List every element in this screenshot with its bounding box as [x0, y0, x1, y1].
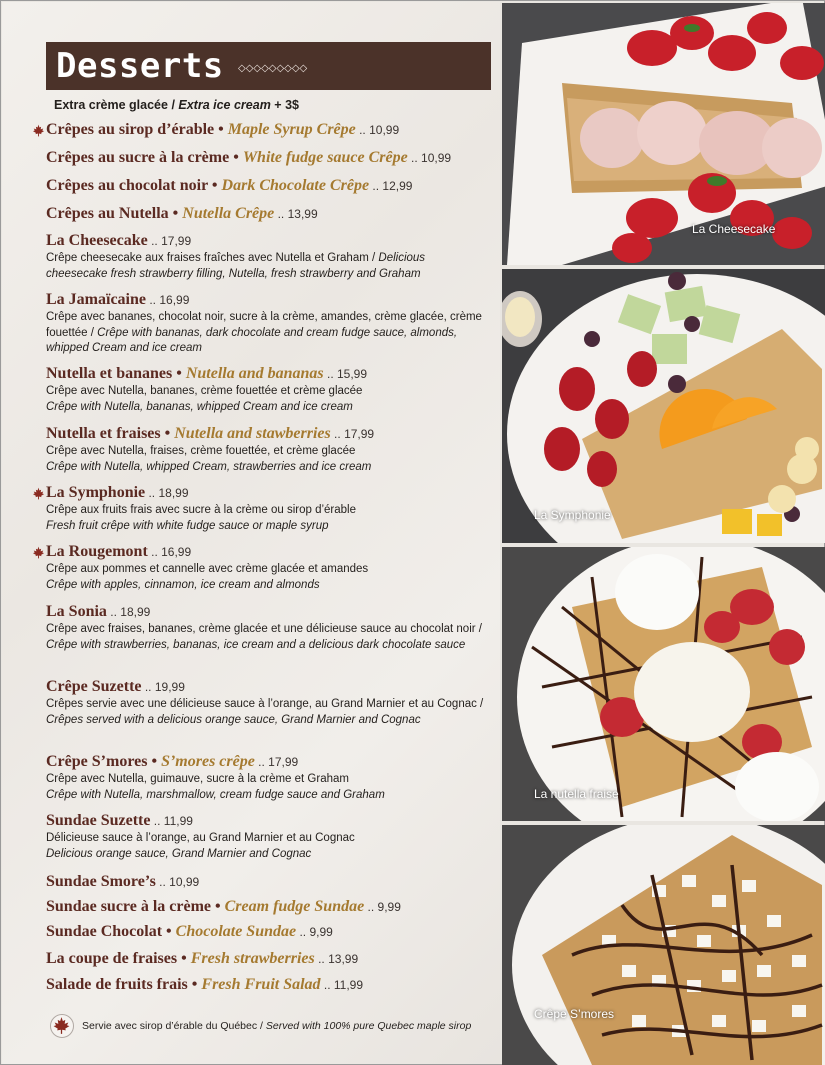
menu-item-title: La Cheesecake .. 17,99 — [46, 232, 192, 249]
item-price: 17,99 — [161, 234, 192, 248]
item-name-en: Nutella Crêpe — [182, 205, 275, 222]
description-fr: Crêpe cheesecake aux fraises fraîches avec Nutella et Graham / — [46, 252, 379, 264]
description-fr: Crêpe aux pommes et cannelle avec crème glacée et amandes — [46, 563, 369, 575]
menu-item — [46, 975, 486, 995]
description-fr: Délicieuse sauce à l’orange, au Grand Marnier et au Cognac — [46, 832, 355, 844]
photo-nutella-fraise — [502, 547, 825, 821]
maple-leaf-icon — [32, 546, 45, 559]
item-price: 15,99 — [337, 367, 368, 381]
description-en: Fresh fruit crêpe with white fudge sauce or maple syrup — [46, 519, 329, 532]
description-fr: Crêpe aux fruits frais avec sucre à la crème ou sirop d’érable — [46, 504, 357, 516]
description-fr: Crêpe avec bananes, chocolat noir, sucre à la crème, amandes, crème glacée, crème fouettée / — [46, 311, 482, 339]
menu-item — [46, 949, 486, 969]
description-fr: Crêpe avec Nutella, fraises, crème fouettée, et crème glacée — [46, 445, 356, 457]
photo-smores — [502, 825, 825, 1065]
item-description — [46, 310, 486, 357]
menu-item — [46, 231, 486, 282]
item-name-fr: Crêpes au chocolat noir — [46, 177, 208, 194]
menu-item — [46, 602, 486, 653]
menu-item-title: Nutella et fraises • Nutella and stawberries .. 17,99 — [46, 425, 375, 442]
item-name-fr: Nutella et fraises — [46, 425, 161, 442]
menu-item-title: Crêpes au sucre à la crème • White fudge sauce Crêpe .. 10,99 — [46, 149, 452, 166]
menu-item — [46, 872, 486, 892]
item-name-fr: La Symphonie — [46, 484, 146, 501]
menu-item — [46, 120, 486, 140]
photo-cheesecake — [502, 3, 825, 265]
menu-item-title: Crêpes au sirop d’érable • Maple Syrup Crêpe .. 10,99 — [46, 121, 400, 138]
photo-caption: La Symphonie — [534, 508, 611, 522]
item-name-fr: Crêpe Suzette — [46, 678, 142, 695]
item-price: 18,99 — [158, 486, 189, 500]
item-price: 10,99 — [369, 123, 400, 137]
smores-image — [502, 825, 825, 1065]
description-en: Crêpes served with a delicious orange sauce, Grand Marnier and Cognac — [46, 713, 421, 726]
item-price: 11,99 — [333, 978, 364, 992]
maple-seal-icon — [50, 1014, 74, 1038]
menu-item-title: Salade de fruits frais • Fresh Fruit Salad .. 11,99 — [46, 976, 364, 993]
maple-leaf-icon — [32, 124, 45, 137]
description-en: Crêpe with Nutella, whipped Cream, strawberries and ice cream — [46, 460, 372, 473]
item-name-en: Fresh strawberries — [190, 950, 315, 967]
photo-caption: La nutella fraise — [534, 787, 619, 801]
menu-item-title: Crêpe Suzette .. 19,99 — [46, 678, 185, 695]
item-name-en: Nutella and bananas — [185, 365, 324, 382]
item-price: 13,99 — [328, 952, 359, 966]
item-name-fr: Crêpes au sucre à la crème — [46, 149, 230, 166]
description-en: Crêpe with Nutella, marshmallow, cream fudge sauce and Graham — [46, 788, 385, 801]
section-header — [46, 42, 491, 90]
menu-item-title: La Jamaïcaine .. 16,99 — [46, 291, 190, 308]
menu-item — [46, 677, 486, 728]
item-name-en: Maple Syrup Crêpe — [227, 121, 356, 138]
menu-item — [46, 290, 486, 357]
item-name-fr: Crêpe S’mores — [46, 753, 148, 770]
menu-item — [46, 204, 486, 224]
menu-item-title: Sundae Chocolat • Chocolate Sundae .. 9,99 — [46, 923, 333, 940]
menu-item — [46, 752, 486, 803]
nutella-fraise-image — [502, 547, 825, 821]
description-en: Crêpe with apples, cinnamon, ice cream and almonds — [46, 578, 320, 591]
menu-item — [46, 897, 486, 917]
item-price: 16,99 — [159, 293, 190, 307]
item-price: 11,99 — [163, 814, 193, 828]
menu-item-title: La Symphonie .. 18,99 — [46, 484, 189, 501]
item-name-fr: La Cheesecake — [46, 232, 148, 249]
item-price: 9,99 — [377, 900, 401, 914]
item-name-fr: Crêpes au sirop d’érable — [46, 121, 215, 138]
item-name-en: White fudge sauce Crêpe — [242, 149, 408, 166]
item-description — [46, 562, 486, 593]
item-name-en: Fresh Fruit Salad — [201, 976, 321, 993]
item-price: 19,99 — [154, 680, 185, 694]
item-name-fr: Sundae Chocolat — [46, 923, 163, 940]
menu-item-title: Nutella et bananes • Nutella and bananas .. 15,99 — [46, 365, 368, 382]
description-en: Crêpe with strawberries, bananas, ice cream and a delicious dark chocolate sauce — [46, 638, 466, 651]
menu-item-title: Sundae sucre à la crème • Cream fudge Sundae .. 9,99 — [46, 898, 401, 915]
menu-item — [46, 922, 486, 942]
description-fr: Crêpe avec Nutella, guimauve, sucre à la crème et Graham — [46, 773, 349, 785]
description-en: Delicious cheesecake fresh strawberry filling, Nutella, fresh strawberry and Graham — [46, 252, 426, 280]
menu-item-title: La coupe de fraises • Fresh strawberries .. 13,99 — [46, 950, 359, 967]
item-price: 17,99 — [344, 427, 375, 441]
item-price: 16,99 — [161, 545, 192, 559]
menu-item-title: Crêpe S’mores • S’mores crêpe .. 17,99 — [46, 753, 299, 770]
menu-item-title: Sundae Smore’s .. 10,99 — [46, 873, 200, 890]
photo-caption: La Cheesecake — [692, 222, 776, 236]
item-price: 12,99 — [382, 179, 413, 193]
item-name-fr: Salade de fruits frais — [46, 976, 188, 993]
menu-item-title: Crêpes au Nutella • Nutella Crêpe .. 13,99 — [46, 205, 318, 222]
item-description — [46, 503, 486, 534]
item-price: 10,99 — [169, 875, 200, 889]
item-price: 13,99 — [287, 207, 318, 221]
menu-item-title: Crêpes au chocolat noir • Dark Chocolate Crêpe .. 12,99 — [46, 177, 413, 194]
extra-ice-cream-note: Extra crème glacée / Extra ice cream + 3$ — [54, 98, 299, 112]
menu-item — [46, 176, 486, 196]
menu-item — [46, 811, 486, 862]
ornament-diamonds: ◇◇◇◇◇◇◇◇◇ — [238, 63, 308, 74]
menu-text-panel — [2, 2, 500, 1064]
description-en: Delicious orange sauce, Grand Marnier and Cognac — [46, 847, 312, 860]
item-name-fr: Sundae sucre à la crème — [46, 898, 212, 915]
menu-item-title: La Sonia .. 18,99 — [46, 603, 151, 620]
description-en: Crêpe with bananas, dark chocolate and cream fudge sauce, almonds, whipped Cream and ice cream — [46, 326, 458, 354]
maple-leaf-icon — [32, 487, 45, 500]
item-name-en: Chocolate Sundae — [175, 923, 297, 940]
item-name-fr: Nutella et bananes — [46, 365, 173, 382]
menu-item — [46, 424, 486, 475]
item-description — [46, 251, 486, 282]
item-description — [46, 697, 486, 728]
item-name-fr: La Jamaïcaine — [46, 291, 146, 308]
item-name-fr: La Rougemont — [46, 543, 148, 560]
description-fr: Crêpe avec Nutella, bananes, crème fouettée et crème glacée — [46, 385, 363, 397]
item-name-en: Nutella and stawberries — [174, 425, 331, 442]
item-price: 9,99 — [309, 925, 333, 939]
menu-item — [46, 483, 486, 534]
item-name-fr: Crêpes au Nutella — [46, 205, 169, 222]
item-name-en: Dark Chocolate Crêpe — [221, 177, 370, 194]
footer-note: Servie avec sirop d’érable du Québec / Served with 100% pure Quebec maple sirop — [82, 1020, 472, 1032]
cheesecake-image — [502, 3, 825, 265]
description-fr: Crêpe avec fraises, bananes, crème glacée et une délicieuse sauce au chocolat noir / — [46, 623, 482, 635]
item-name-en: Cream fudge Sundae — [224, 898, 365, 915]
item-description — [46, 444, 486, 475]
item-name-fr: Sundae Suzette — [46, 812, 151, 829]
item-price: 17,99 — [268, 755, 299, 769]
section-title: Desserts — [56, 46, 224, 86]
item-description — [46, 622, 486, 653]
item-description — [46, 384, 486, 415]
photo-caption: Crêpe S’mores — [534, 1007, 615, 1021]
item-name-fr: La Sonia — [46, 603, 107, 620]
description-en: Crêpe with Nutella, bananas, whipped Cream and ice cream — [46, 400, 353, 413]
item-name-fr: Sundae Smore’s — [46, 873, 156, 890]
item-price: 10,99 — [421, 151, 452, 165]
item-description — [46, 772, 486, 803]
menu-item — [46, 148, 486, 168]
menu-item — [46, 364, 486, 415]
symphonie-image — [502, 269, 825, 543]
item-description — [46, 831, 486, 862]
item-name-en: S’mores crêpe — [161, 753, 255, 770]
menu-item — [46, 542, 486, 593]
item-price: 18,99 — [120, 605, 151, 619]
photo-symphonie — [502, 269, 825, 543]
item-name-fr: La coupe de fraises — [46, 950, 178, 967]
description-fr: Crêpes servie avec une délicieuse sauce à l’orange, au Grand Marnier et au Cognac / — [46, 698, 484, 710]
menu-item-title: La Rougemont .. 16,99 — [46, 543, 192, 560]
menu-item-title: Sundae Suzette .. 11,99 — [46, 812, 193, 829]
